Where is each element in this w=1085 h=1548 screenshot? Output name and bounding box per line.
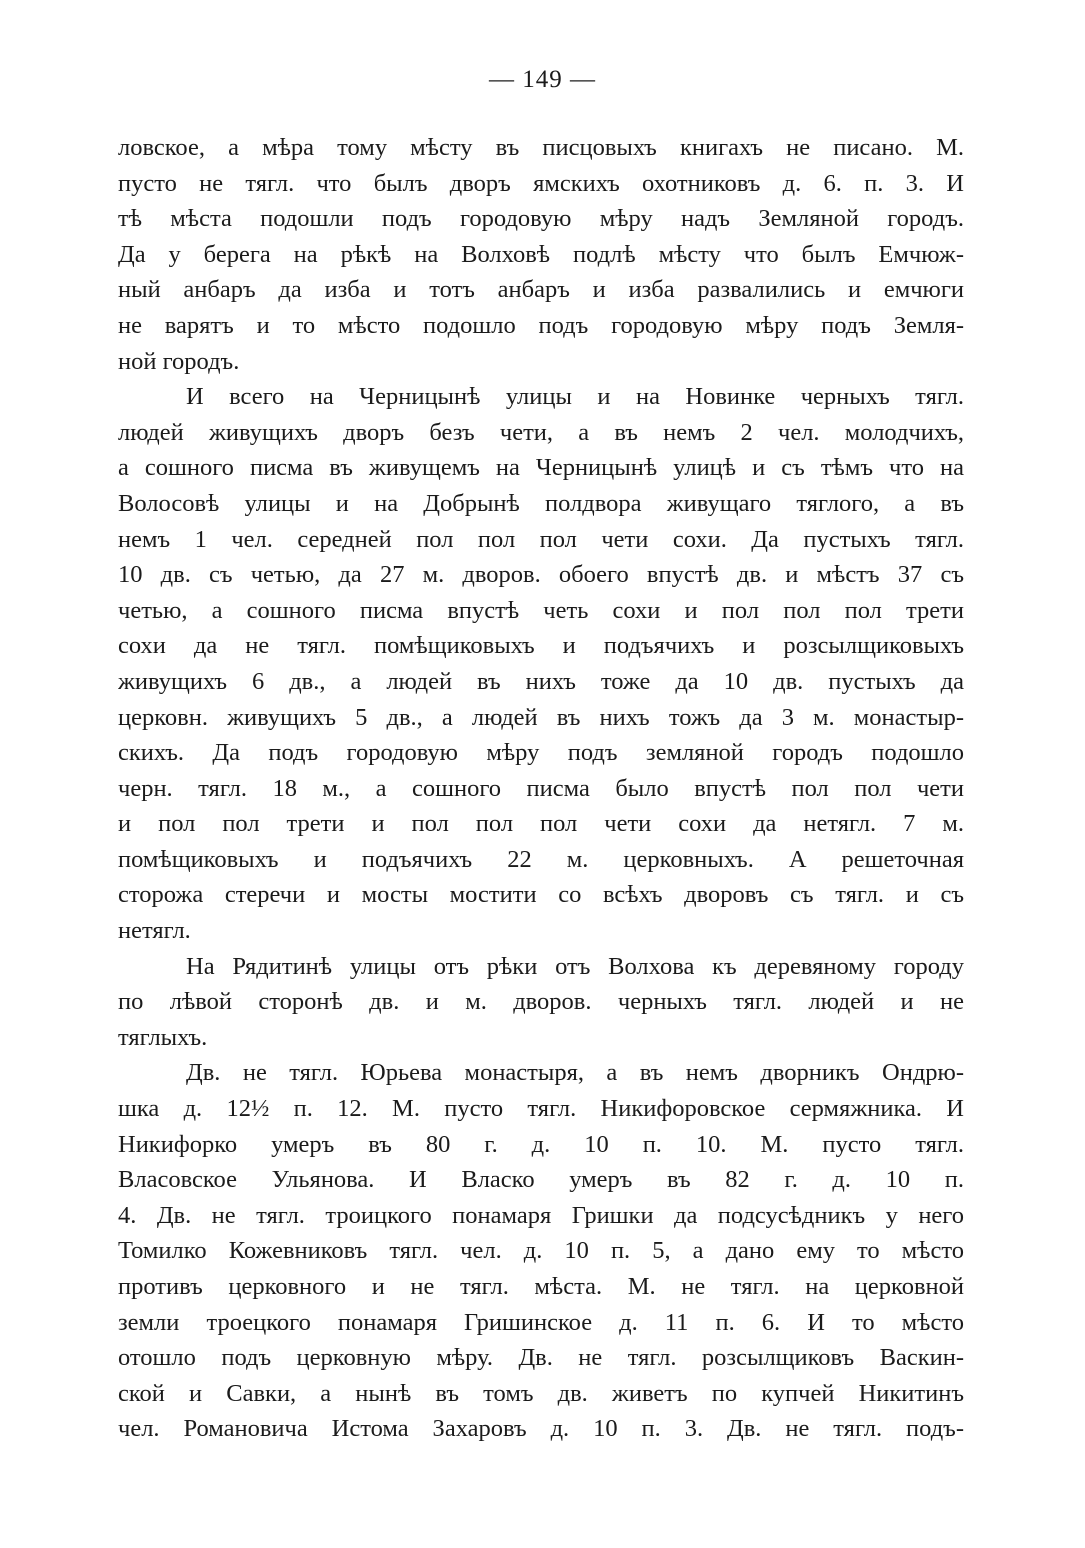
text-line: Томилко Кожевниковъ тягл. чел. д. 10 п. 5, а дано ему то мѣсто bbox=[118, 1237, 964, 1265]
text-line: черн. тягл. 18 м., а сошного писма было впустѣ пол пол чети bbox=[118, 774, 964, 802]
text-line: земли троецкого понамаря Гришинское д. 11 п. 6. И то мѣсто bbox=[118, 1308, 964, 1336]
text-line: немъ 1 чел. середней пол пол пол чети сохи. Да пустыхъ тягл. bbox=[118, 525, 964, 553]
text-line: нетягл. bbox=[118, 917, 191, 945]
text-line: Власовское Ульянова. И Власко умеръ въ 82 г. д. 10 п. bbox=[118, 1166, 964, 1194]
text-line: по лѣвой сторонѣ дв. и м. дворов. черныхъ тягл. людей и не bbox=[118, 988, 964, 1016]
text-line: отошло подъ церковную мѣру. Дв. не тягл. розсылщиковъ Васкин- bbox=[118, 1344, 964, 1372]
text-line: людей живущихъ дворъ безъ чети, а въ немъ 2 чел. молодчихъ, bbox=[118, 418, 964, 446]
paragraph bbox=[118, 379, 964, 949]
text-line: а сошного писма въ живущемъ на Черницынѣ улицѣ и съ тѣмъ что на bbox=[118, 454, 964, 482]
text-line: Дв. не тягл. Юрьева монастыря, а въ немъ дворникъ Ондрю- bbox=[186, 1059, 964, 1087]
text-line: ской и Савки, а нынѣ въ томъ дв. живетъ по купчей Никитинъ bbox=[118, 1379, 964, 1407]
text-line: ный анбаръ да изба и тотъ анбаръ и изба развалились и емчюги bbox=[118, 276, 964, 304]
text-line: противъ церковного и не тягл. мѣста. М. не тягл. на церковной bbox=[118, 1273, 964, 1300]
text-line: сохи да не тягл. помѣщиковыхъ и подъячихъ и розсылщиковыхъ bbox=[118, 632, 964, 660]
text-line: не варятъ и то мѣсто подошло подъ городовую мѣру подъ Земля- bbox=[118, 311, 964, 339]
text-line: ной городъ. bbox=[118, 347, 240, 375]
text-line: 10 дв. съ четью, да 27 м. дворов. обоего впустѣ дв. и мѣстъ 37 съ bbox=[118, 561, 964, 589]
text-line: живущихъ 6 дв., а людей въ нихъ тоже да 10 дв. пустыхъ да bbox=[118, 667, 964, 695]
body-text bbox=[118, 130, 964, 1447]
text-line: На Рядитинѣ улицы отъ рѣки отъ Волхова къ деревяному городу bbox=[186, 952, 964, 980]
paragraph bbox=[118, 949, 964, 1056]
text-line: пусто не тягл. что былъ дворъ ямскихъ охотниковъ д. 6. п. 3. И bbox=[118, 169, 964, 197]
text-line: помѣщиковыхъ и подъячихъ 22 м. церковныхъ. А решеточная bbox=[118, 845, 964, 873]
text-line: и пол пол трети и пол пол пол чети сохи да нетягл. 7 м. bbox=[118, 810, 964, 838]
text-line: шка д. 12½ п. 12. М. пусто тягл. Никифоровское сермяжника. И bbox=[118, 1095, 964, 1123]
paragraph bbox=[118, 1055, 964, 1447]
text-line: четью, а сошного писма впустѣ четь сохи и пол пол пол трети bbox=[118, 596, 964, 624]
text-line: тяглыхъ. bbox=[118, 1023, 208, 1051]
text-line: И всего на Черницынѣ улицы и на Новинке черныхъ тягл. bbox=[186, 383, 964, 411]
page-number: — 149 — bbox=[489, 66, 596, 93]
text-line: скихъ. Да подъ городовую мѣру подъ земляной городъ подошло bbox=[118, 739, 964, 767]
text-line: тѣ мѣста подошли подъ городовую мѣру надъ Земляной городъ. bbox=[118, 205, 964, 233]
text-line: сторожа стеречи и мосты мостити со всѣхъ дворовъ съ тягл. и съ bbox=[118, 881, 964, 909]
text-line: ловское, а мѣра тому мѣсту въ писцовыхъ книгахъ не писано. М. bbox=[118, 134, 964, 161]
text-line: 4. Дв. не тягл. троицкого понамаря Гришки да подсусѣдникъ у него bbox=[118, 1201, 964, 1229]
text-line: Никифорко умеръ въ 80 г. д. 10 п. 10. М. пусто тягл. bbox=[118, 1130, 964, 1158]
paragraph bbox=[118, 130, 964, 379]
text-line: церковн. живущихъ 5 дв., а людей въ нихъ тожъ да 3 м. монастыр- bbox=[118, 703, 964, 731]
text-line: Волосовѣ улицы и на Добрынѣ полдвора живущаго тяглого, а въ bbox=[118, 489, 964, 517]
text-line: Да у берега на рѣкѣ на Волховѣ подлѣ мѣсту что былъ Емчюж- bbox=[118, 240, 964, 268]
text-line: чел. Романовича Истома Захаровъ д. 10 п. 3. Дв. не тягл. подъ- bbox=[118, 1415, 964, 1443]
